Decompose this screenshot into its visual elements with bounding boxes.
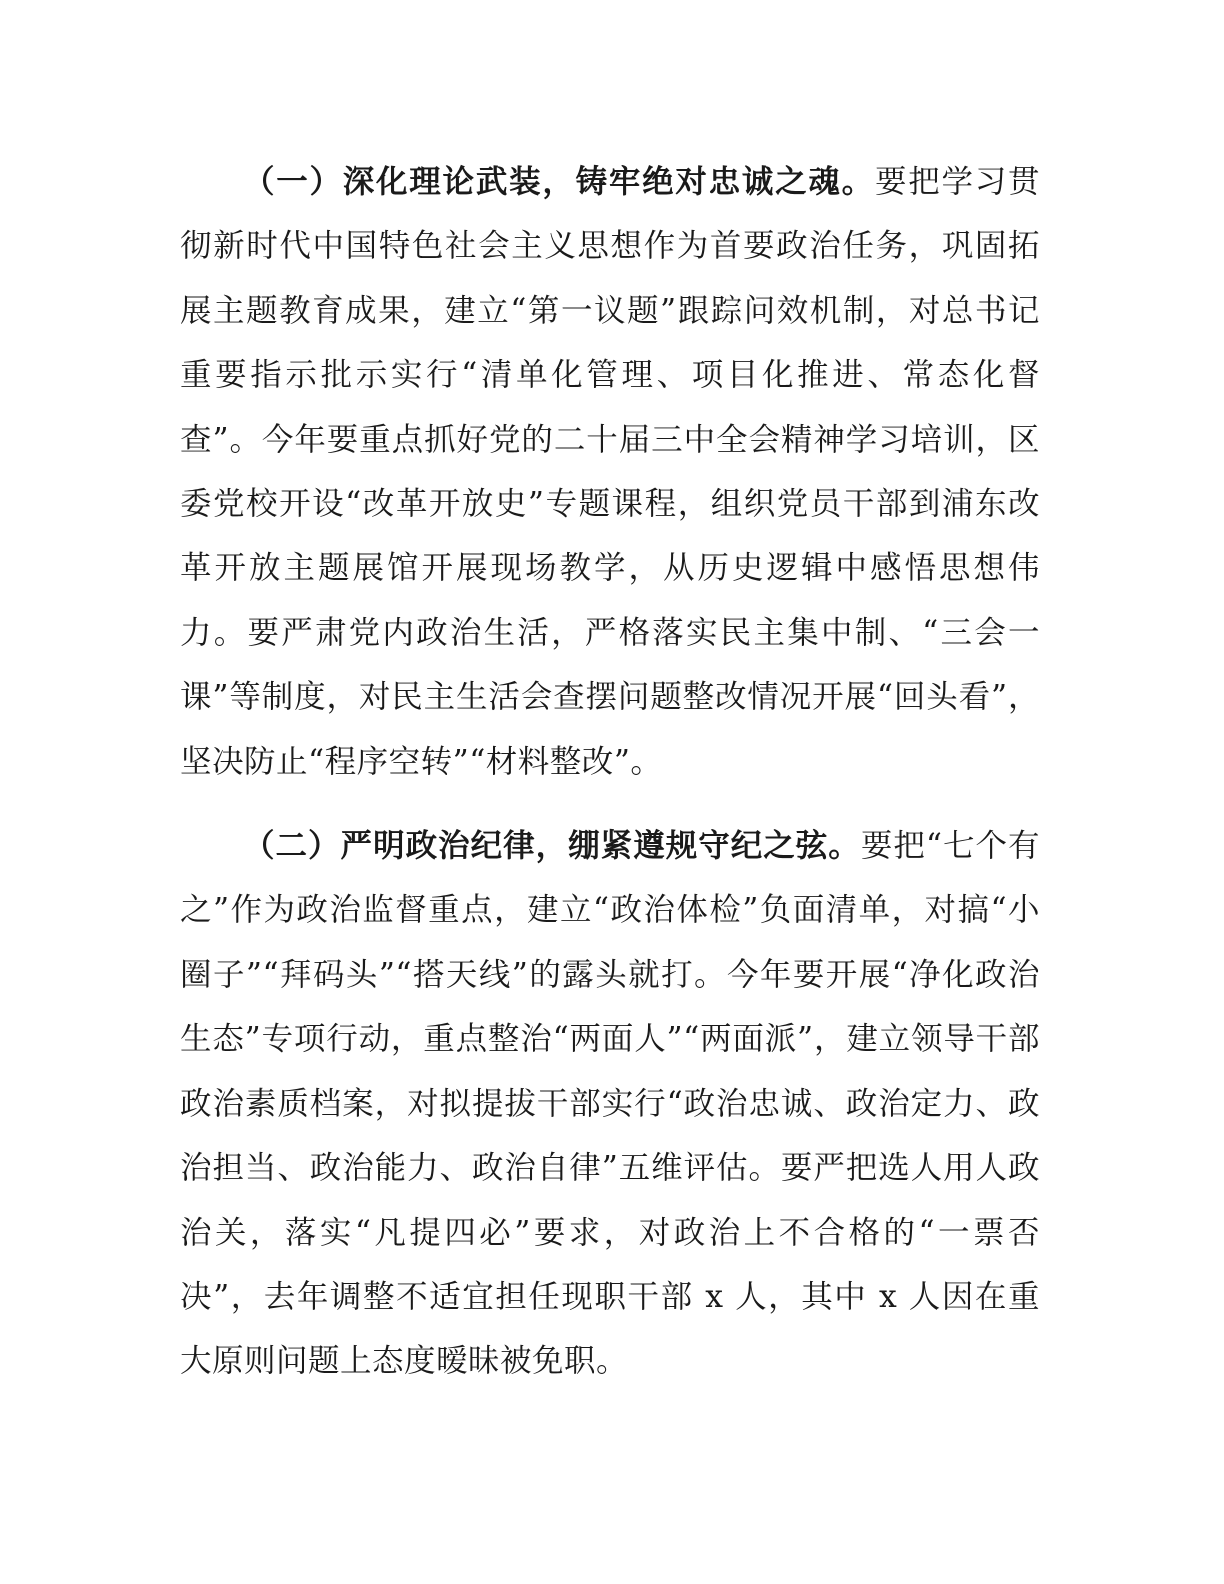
paragraph-2 xyxy=(180,814,1040,1394)
paragraph-2-heading: （二）严明政治纪律，绷紧遵规守纪之弦。 xyxy=(243,828,861,865)
paragraph-1 xyxy=(180,150,1040,794)
paragraph-1-body: 要把学习贯彻新时代中国特色社会主义思想作为首要政治任务，巩固拓展主题教育成果，建立“第一议题”跟踪问效机制，对总书记重要指示批示实行“清单化管理、项目化推进、常态化督查”。今年要重点抓好党的二十届三中全会精神学习培训，区委党校开设“改革开放史”专题课程，组织党员干部到浦东改革开放主题展馆开展现场教学，从历史逻辑中感悟思想伟力。要严肃党内政治生活，严格落实民主集中制、“三会一课”等制度，对民主生活会查摆问题整改情况开展“回头看”，坚决防止“程序空转”“材料整改”。 xyxy=(180,164,1040,780)
document-page xyxy=(180,150,1040,1394)
paragraph-1-heading: （一）深化理论武装，铸牢绝对忠诚之魂。 xyxy=(243,164,875,200)
paragraph-2-body: 要把“七个有之”作为政治监督重点，建立“政治体检”负面清单，对搞“小圈子”“拜码头”“搭天线”的露头就打。今年要开展“净化政治生态”专项行动，重点整治“两面人”“两面派”，建立领导干部政治素质档案，对拟提拔干部实行“政治忠诚、政治定力、政治担当、政治能力、政治自律”五维评估。要严把选人用人政治关，落实“凡提四必”要求，对政治上不合格的“一票否决”，去年调整不适宜担任现职干部 x 人，其中 x 人因在重大原则问题上态度暧昧被免职。 xyxy=(180,828,1040,1380)
